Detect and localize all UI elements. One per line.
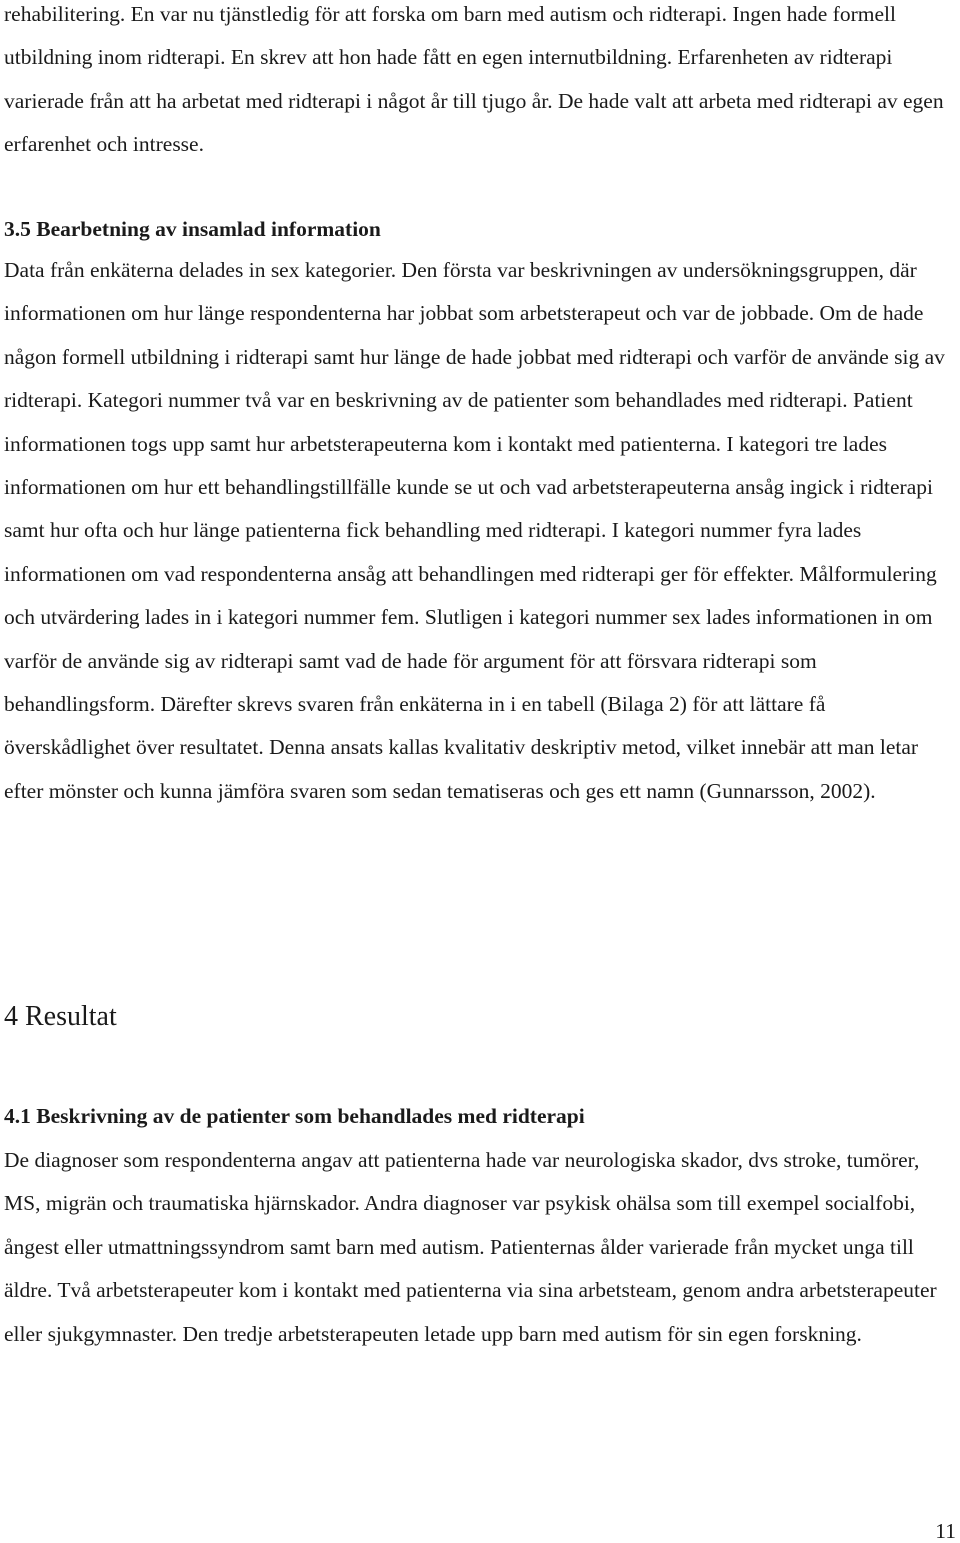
section-heading-4: 4 Resultat [4, 1001, 117, 1032]
section-3-5-body: Data från enkäterna delades in sex kategorier. Den första var beskrivningen av undersökningsgruppen, där informationen om hur länge respondenterna har jobbat som arbetsterapeut och var de jobbade. Om de hade någon formell utbildning i ridterapi samt hur länge de hade jobbat med ridterapi och varför de använde sig av ridterapi. Kategori nummer två var en beskrivning av de patienter som behandlades med ridterapi. Patient informationen togs upp samt hur arbetsterapeuterna kom i kontakt med patienterna. I kategori tre lades informationen om hur ett behandlingstillfälle kunde se ut och vad arbetsterapeuterna ansåg ingick i ridterapi samt hur ofta och hur länge patienterna fick behandling med ridterapi. I kategori nummer fyra lades informationen om vad respondenterna ansåg att behandlingen med ridterapi ger för effekter. Målformulering och utvärdering lades in i kategori nummer fem. Slutligen i kategori nummer sex lades informationen in om varför de använde sig av ridterapi samt vad de hade för argument för att försvara ridterapi som behandlingsform. Därefter skrevs svaren från enkäterna in i en tabell (Bilaga 2) för att lättare få överskådlighet över resultatet. Denna ansats kallas kvalitativ deskriptiv metod, vilket innebär att man letar efter mönster och kunna jämföra svaren som sedan tematiseras och ges ett namn (Gunnarsson, 2002). [4, 258, 945, 803]
page-number: 11 [935, 1519, 956, 1543]
section-4-1-body: De diagnoser som respondenterna angav att patienterna hade var neurologiska skador, dvs stroke, tumörer, MS, migrän och traumatiska hjärnskador. Andra diagnoser var psykisk ohälsa som till exempel socialfobi, ångest eller utmattningssyndrom samt barn med autism. Patienternas ålder varierade från mycket unga till äldre. Två arbetsterapeuter kom i kontakt med patienterna via sina arbetsteam, genom andra arbetsterapeuter eller sjukgymnaster. Den tredje arbetsterapeuten letade upp barn med autism för sin egen forskning. [4, 1148, 937, 1346]
intro-paragraph: rehabilitering. En var nu tjänstledig för att forska om barn med autism och ridterapi. Ingen hade formell utbildning inom ridterapi. En skrev att hon hade fått en egen internutbildning. Erfarenheten av ridterapi varierade från att ha arbetat med ridterapi i något år till tjugo år. De hade valt att arbeta med ridterapi av egen erfarenhet och intresse. [4, 2, 944, 157]
section-heading-3-5: 3.5 Bearbetning av insamlad information [4, 217, 381, 241]
section-heading-4-1: 4.1 Beskrivning av de patienter som behandlades med ridterapi [4, 1104, 585, 1128]
